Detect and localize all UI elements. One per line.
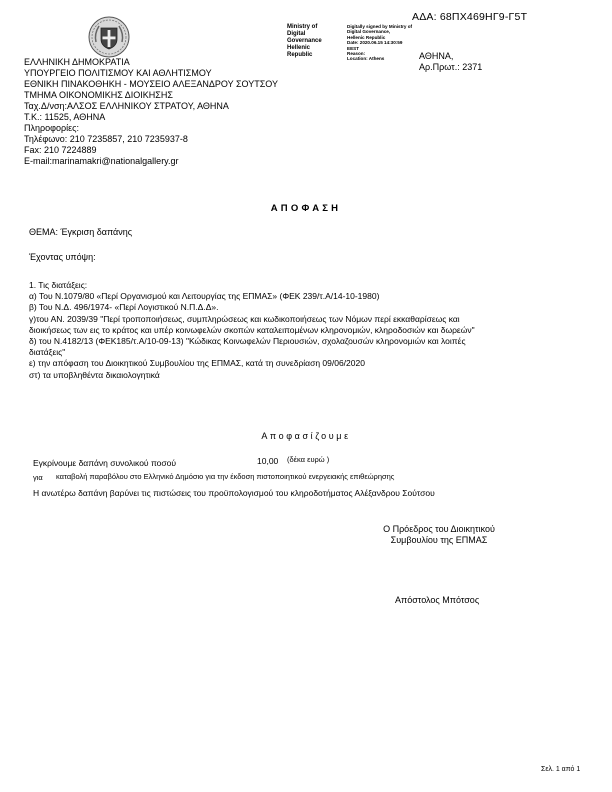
issuer-line: Fax: 210 7224889 [24,145,97,155]
document-title: ΑΠΟΦΑΣΗ [270,203,342,214]
signature-detail-line: Digital Governance, [347,29,391,35]
signature-detail-line: Date: 2020.06.15 14:30:59 [347,40,403,46]
issuer-line: ΕΘΝΙΚΗ ΠΙΝΑΚΟΘΗΚΗ - ΜΟΥΣΕΙΟ ΑΛΕΞΑΝΔΡΟΥ ΣΟΥΤΣΟΥ [24,79,279,89]
signatory-role-line: Συμβουλίου της ΕΠΜΑΣ [390,535,488,545]
digital-signature-labels [287,24,333,59]
signature-detail-line: Reason: [347,51,366,57]
signatory-role [352,524,526,546]
signatory-role-line: Ο Πρόεδρος του Διοικητικού [383,524,495,534]
issuer-line: Ταχ.Δ/νση:ΑΛΣΟΣ ΕΛΛΗΝΙΚΟΥ ΣΤΡΑΤΟΥ, ΑΘΗΝΑ [24,101,229,111]
signatory-name: Απόστολος Μπότσος [395,595,480,605]
provision-line: 1. Τις διατάξεις: [29,280,88,290]
provision-line: διοικήσεως των εις το κράτος και υπέρ κοινωφελών σκοπών καταλειπομένων κληρονομιών, κληροδοσιών και δωρεών" [29,324,475,335]
protocol-number: Αρ.Πρωτ.: 2371 [419,62,483,72]
issuer-line: Πληροφορίες: [24,123,79,133]
provision-line: διατάξεις" [29,347,66,358]
signature-detail-line: Hellenic Republic [347,34,386,40]
signature-label-line: Hellenic Republic [287,45,313,58]
digital-signature-details [347,24,417,62]
subject-line: ΘΕΜΑ: Έγκριση δαπάνης [29,227,133,237]
charge-text: Η ανωτέρω δαπάνη βαρύνει τις πιστώσεις του προϋπολογισμού του κληροδοτήματος Αλέξανδρου Σούτσου [33,488,435,498]
issuer-line: ΥΠΟΥΡΓΕΙΟ ΠΟΛΙΤΙΣΜΟΥ ΚΑΙ ΑΘΛΗΤΙΣΜΟΥ [24,68,212,78]
greek-state-emblem [88,16,130,58]
issuer-line: ΤΜΗΜΑ ΟΙΚΟΝΟΜΙΚΗΣ ΔΙΟΙΚΗΣΗΣ [24,90,173,100]
issuer-line: E-mail:marinamakri@nationalgallery.gr [24,156,179,166]
provision-line: γ)του ΑΝ. 2039/39 "Περί τροποποιήσεως, συμπληρώσεως και κωδικοποιήσεως των Νόμων περί εκκαθαρίσεως και [29,313,460,324]
considering-line: Έχοντας υπόψη: [29,252,96,262]
amount-in-words: (δέκα ευρώ ) [287,455,330,464]
provisions-list [29,280,475,381]
approve-text: Εγκρίνουμε δαπάνη συνολικού ποσού [33,458,177,468]
purpose-text: καταβολή παραβόλου στο Ελληνικό Δημόσιο για την έκδοση πιστοποιητικού ενεργειακής επιθεώρησης [56,472,395,481]
provision-line: ε) την απόφαση του Διοικητικού Συμβουλίου της ΕΠΜΑΣ, κατά τη συνεδρίαση 09/06/2020 [29,358,365,369]
purpose-label: για [33,473,43,482]
page-number: Σελ. 1 από 1 [541,766,581,773]
ada-code: ΑΔΑ: 68ΠΧ469ΗΓ9-Γ5Τ [412,11,528,23]
decision-heading: Αποφασίζουμε [261,431,351,441]
provision-line: δ) του Ν.4182/13 (ΦΕΚ185/τ.Α/10-09-13) "Κώδικας Κοινωφελών Περιουσιών, σχολαζουσών κληρονομιών και λοιπές [29,336,466,347]
issuer-line: Τηλέφωνο: 210 7235857, 210 7235937-8 [24,134,188,144]
provision-line: α) Του Ν.1079/80 «Περί Οργανισμού και Λειτουργίας της ΕΠΜΑΣ» (ΦΕΚ 239/τ.Α/14-10-1980) [29,291,380,302]
amount-value: 10,00 [257,456,279,466]
provision-line: στ) τα υποβληθέντα δικαιολογητικά [29,369,160,380]
place-and-protocol [419,51,482,73]
issuer-line: Τ.Κ.: 11525, ΑΘΗΝΑ [24,112,106,122]
place: ΑΘΗΝΑ, [419,51,454,61]
provision-line: β) Του Ν.Δ. 496/1974- «Περί Λογιστικού Ν.Π.Δ.Δ». [29,302,219,313]
signature-detail-line: Digitally signed by Ministry of [347,24,413,29]
signature-detail-line: EEST [347,45,359,51]
signature-label-line: Governance [287,38,322,44]
issuer-block [24,57,278,167]
signature-label-line: Ministry of Digital [287,24,318,37]
issuer-line: ΕΛΛΗΝΙΚΗ ΔΗΜΟΚΡΑΤΙΑ [24,57,130,67]
signature-detail-line: Location: Athens [347,56,385,62]
